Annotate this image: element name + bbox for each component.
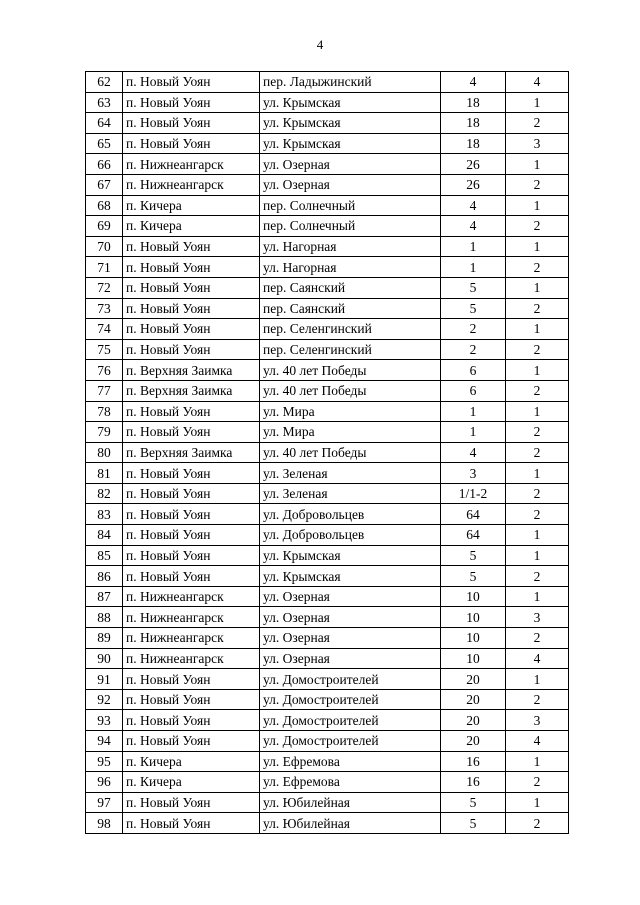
table-row — [86, 669, 569, 690]
table-row — [86, 731, 569, 752]
settlement-cell: п. Кичера — [123, 195, 260, 216]
flat-cell: 2 — [506, 339, 569, 360]
street-cell: ул. Юбилейная — [260, 813, 441, 834]
flat-cell: 4 — [506, 731, 569, 752]
house-cell: 10 — [441, 628, 506, 649]
house-cell: 1 — [441, 236, 506, 257]
street-cell: ул. Домостроителей — [260, 689, 441, 710]
street-cell: ул. Озерная — [260, 174, 441, 195]
flat-cell: 1 — [506, 401, 569, 422]
row-number: 62 — [86, 72, 123, 93]
flat-cell: 2 — [506, 566, 569, 587]
row-number: 86 — [86, 566, 123, 587]
row-number: 79 — [86, 422, 123, 443]
table-row — [86, 154, 569, 175]
house-cell: 16 — [441, 772, 506, 793]
house-cell: 10 — [441, 648, 506, 669]
street-cell: ул. Озерная — [260, 154, 441, 175]
settlement-cell: п. Нижнеангарск — [123, 648, 260, 669]
house-cell: 5 — [441, 545, 506, 566]
settlement-cell: п. Новый Уоян — [123, 731, 260, 752]
house-cell: 6 — [441, 360, 506, 381]
address-table — [85, 71, 569, 834]
flat-cell: 3 — [506, 133, 569, 154]
street-cell: ул. Крымская — [260, 92, 441, 113]
row-number: 84 — [86, 525, 123, 546]
house-cell: 1 — [441, 257, 506, 278]
flat-cell: 1 — [506, 360, 569, 381]
table-row — [86, 504, 569, 525]
settlement-cell: п. Новый Уоян — [123, 689, 260, 710]
flat-cell: 1 — [506, 195, 569, 216]
street-cell: ул. Домостроителей — [260, 669, 441, 690]
row-number: 64 — [86, 113, 123, 134]
row-number: 90 — [86, 648, 123, 669]
address-table-body — [86, 72, 569, 834]
street-cell: ул. Озерная — [260, 648, 441, 669]
table-row — [86, 772, 569, 793]
settlement-cell: п. Верхняя Заимка — [123, 442, 260, 463]
table-row — [86, 648, 569, 669]
house-cell: 20 — [441, 710, 506, 731]
flat-cell: 2 — [506, 442, 569, 463]
street-cell: ул. Ефремова — [260, 751, 441, 772]
row-number: 92 — [86, 689, 123, 710]
row-number: 70 — [86, 236, 123, 257]
house-cell: 4 — [441, 216, 506, 237]
flat-cell: 1 — [506, 792, 569, 813]
row-number: 95 — [86, 751, 123, 772]
street-cell: ул. Домостроителей — [260, 731, 441, 752]
street-cell: ул. 40 лет Победы — [260, 442, 441, 463]
table-row — [86, 113, 569, 134]
flat-cell: 2 — [506, 113, 569, 134]
row-number: 88 — [86, 607, 123, 628]
house-cell: 2 — [441, 319, 506, 340]
house-cell: 3 — [441, 463, 506, 484]
house-cell: 20 — [441, 731, 506, 752]
street-cell: ул. 40 лет Победы — [260, 380, 441, 401]
settlement-cell: п. Новый Уоян — [123, 792, 260, 813]
row-number: 96 — [86, 772, 123, 793]
house-cell: 6 — [441, 380, 506, 401]
row-number: 85 — [86, 545, 123, 566]
flat-cell: 2 — [506, 380, 569, 401]
house-cell: 5 — [441, 792, 506, 813]
row-number: 71 — [86, 257, 123, 278]
flat-cell: 3 — [506, 710, 569, 731]
table-row — [86, 236, 569, 257]
settlement-cell: п. Верхняя Заимка — [123, 380, 260, 401]
flat-cell: 1 — [506, 463, 569, 484]
flat-cell: 2 — [506, 257, 569, 278]
row-number: 68 — [86, 195, 123, 216]
row-number: 66 — [86, 154, 123, 175]
table-row — [86, 92, 569, 113]
street-cell: пер. Ладыжинский — [260, 72, 441, 93]
street-cell: пер. Солнечный — [260, 195, 441, 216]
row-number: 75 — [86, 339, 123, 360]
table-row — [86, 442, 569, 463]
table-row — [86, 319, 569, 340]
street-cell: ул. Мира — [260, 401, 441, 422]
street-cell: ул. Крымская — [260, 133, 441, 154]
row-number: 78 — [86, 401, 123, 422]
settlement-cell: п. Новый Уоян — [123, 483, 260, 504]
settlement-cell: п. Верхняя Заимка — [123, 360, 260, 381]
row-number: 94 — [86, 731, 123, 752]
settlement-cell: п. Нижнеангарск — [123, 628, 260, 649]
house-cell: 10 — [441, 607, 506, 628]
table-row — [86, 401, 569, 422]
house-cell: 18 — [441, 92, 506, 113]
flat-cell: 2 — [506, 174, 569, 195]
house-cell: 4 — [441, 195, 506, 216]
settlement-cell: п. Новый Уоян — [123, 401, 260, 422]
house-cell: 4 — [441, 72, 506, 93]
row-number: 97 — [86, 792, 123, 813]
row-number: 63 — [86, 92, 123, 113]
house-cell: 5 — [441, 566, 506, 587]
row-number: 72 — [86, 277, 123, 298]
flat-cell: 2 — [506, 628, 569, 649]
house-cell: 1 — [441, 401, 506, 422]
street-cell: ул. Добровольцев — [260, 504, 441, 525]
street-cell: пер. Саянский — [260, 298, 441, 319]
table-row — [86, 607, 569, 628]
settlement-cell: п. Новый Уоян — [123, 504, 260, 525]
row-number: 91 — [86, 669, 123, 690]
house-cell: 20 — [441, 669, 506, 690]
settlement-cell: п. Новый Уоян — [123, 113, 260, 134]
page-number: 4 — [316, 37, 324, 52]
row-number: 76 — [86, 360, 123, 381]
table-row — [86, 710, 569, 731]
settlement-cell: п. Новый Уоян — [123, 72, 260, 93]
settlement-cell: п. Кичера — [123, 772, 260, 793]
row-number: 69 — [86, 216, 123, 237]
house-cell: 64 — [441, 504, 506, 525]
flat-cell: 1 — [506, 154, 569, 175]
flat-cell: 1 — [506, 751, 569, 772]
street-cell: ул. Крымская — [260, 566, 441, 587]
table-row — [86, 339, 569, 360]
table-row — [86, 586, 569, 607]
table-row — [86, 380, 569, 401]
row-number: 82 — [86, 483, 123, 504]
house-cell: 2 — [441, 339, 506, 360]
street-cell: ул. Нагорная — [260, 257, 441, 278]
flat-cell: 2 — [506, 483, 569, 504]
table-row — [86, 813, 569, 834]
settlement-cell: п. Нижнеангарск — [123, 607, 260, 628]
flat-cell: 2 — [506, 813, 569, 834]
table-row — [86, 689, 569, 710]
settlement-cell: п. Новый Уоян — [123, 669, 260, 690]
settlement-cell: п. Новый Уоян — [123, 566, 260, 587]
house-cell: 16 — [441, 751, 506, 772]
flat-cell: 2 — [506, 504, 569, 525]
row-number: 98 — [86, 813, 123, 834]
settlement-cell: п. Новый Уоян — [123, 298, 260, 319]
settlement-cell: п. Нижнеангарск — [123, 586, 260, 607]
table-row — [86, 72, 569, 93]
row-number: 67 — [86, 174, 123, 195]
table-row — [86, 525, 569, 546]
flat-cell: 1 — [506, 545, 569, 566]
flat-cell: 1 — [506, 525, 569, 546]
settlement-cell: п. Кичера — [123, 751, 260, 772]
settlement-cell: п. Новый Уоян — [123, 422, 260, 443]
table-row — [86, 422, 569, 443]
flat-cell: 3 — [506, 607, 569, 628]
row-number: 83 — [86, 504, 123, 525]
settlement-cell: п. Новый Уоян — [123, 813, 260, 834]
row-number: 89 — [86, 628, 123, 649]
table-row — [86, 298, 569, 319]
street-cell: ул. Озерная — [260, 607, 441, 628]
settlement-cell: п. Нижнеангарск — [123, 174, 260, 195]
street-cell: пер. Селенгинский — [260, 319, 441, 340]
flat-cell: 1 — [506, 319, 569, 340]
house-cell: 5 — [441, 277, 506, 298]
table-row — [86, 628, 569, 649]
settlement-cell: п. Новый Уоян — [123, 133, 260, 154]
row-number: 80 — [86, 442, 123, 463]
street-cell: ул. Ефремова — [260, 772, 441, 793]
flat-cell: 1 — [506, 92, 569, 113]
flat-cell: 2 — [506, 422, 569, 443]
table-row — [86, 792, 569, 813]
street-cell: ул. 40 лет Победы — [260, 360, 441, 381]
settlement-cell: п. Нижнеангарск — [123, 154, 260, 175]
house-cell: 1 — [441, 422, 506, 443]
house-cell: 1/1-2 — [441, 483, 506, 504]
flat-cell: 2 — [506, 216, 569, 237]
row-number: 87 — [86, 586, 123, 607]
street-cell: пер. Солнечный — [260, 216, 441, 237]
street-cell: пер. Селенгинский — [260, 339, 441, 360]
table-row — [86, 545, 569, 566]
flat-cell: 4 — [506, 648, 569, 669]
street-cell: пер. Саянский — [260, 277, 441, 298]
flat-cell: 4 — [506, 72, 569, 93]
row-number: 77 — [86, 380, 123, 401]
flat-cell: 2 — [506, 772, 569, 793]
street-cell: ул. Юбилейная — [260, 792, 441, 813]
flat-cell: 2 — [506, 689, 569, 710]
street-cell: ул. Озерная — [260, 586, 441, 607]
table-row — [86, 174, 569, 195]
settlement-cell: п. Кичера — [123, 216, 260, 237]
table-row — [86, 566, 569, 587]
street-cell: ул. Нагорная — [260, 236, 441, 257]
house-cell: 20 — [441, 689, 506, 710]
street-cell: ул. Домостроителей — [260, 710, 441, 731]
flat-cell: 1 — [506, 586, 569, 607]
row-number: 74 — [86, 319, 123, 340]
row-number: 81 — [86, 463, 123, 484]
settlement-cell: п. Новый Уоян — [123, 463, 260, 484]
table-row — [86, 257, 569, 278]
table-row — [86, 483, 569, 504]
house-cell: 26 — [441, 154, 506, 175]
house-cell: 18 — [441, 133, 506, 154]
row-number: 93 — [86, 710, 123, 731]
flat-cell: 1 — [506, 277, 569, 298]
settlement-cell: п. Новый Уоян — [123, 236, 260, 257]
settlement-cell: п. Новый Уоян — [123, 525, 260, 546]
table-row — [86, 463, 569, 484]
settlement-cell: п. Новый Уоян — [123, 319, 260, 340]
house-cell: 5 — [441, 813, 506, 834]
flat-cell: 1 — [506, 669, 569, 690]
street-cell: ул. Зеленая — [260, 483, 441, 504]
table-row — [86, 360, 569, 381]
house-cell: 5 — [441, 298, 506, 319]
table-row — [86, 277, 569, 298]
settlement-cell: п. Новый Уоян — [123, 257, 260, 278]
house-cell: 64 — [441, 525, 506, 546]
settlement-cell: п. Новый Уоян — [123, 339, 260, 360]
street-cell: ул. Крымская — [260, 113, 441, 134]
flat-cell: 1 — [506, 236, 569, 257]
street-cell: ул. Озерная — [260, 628, 441, 649]
street-cell: ул. Зеленая — [260, 463, 441, 484]
table-row — [86, 133, 569, 154]
settlement-cell: п. Новый Уоян — [123, 277, 260, 298]
settlement-cell: п. Новый Уоян — [123, 92, 260, 113]
table-row — [86, 751, 569, 772]
house-cell: 4 — [441, 442, 506, 463]
house-cell: 10 — [441, 586, 506, 607]
street-cell: ул. Мира — [260, 422, 441, 443]
table-row — [86, 216, 569, 237]
row-number: 73 — [86, 298, 123, 319]
house-cell: 26 — [441, 174, 506, 195]
table-row — [86, 195, 569, 216]
settlement-cell: п. Новый Уоян — [123, 545, 260, 566]
flat-cell: 2 — [506, 298, 569, 319]
settlement-cell: п. Новый Уоян — [123, 710, 260, 731]
house-cell: 18 — [441, 113, 506, 134]
street-cell: ул. Добровольцев — [260, 525, 441, 546]
row-number: 65 — [86, 133, 123, 154]
street-cell: ул. Крымская — [260, 545, 441, 566]
